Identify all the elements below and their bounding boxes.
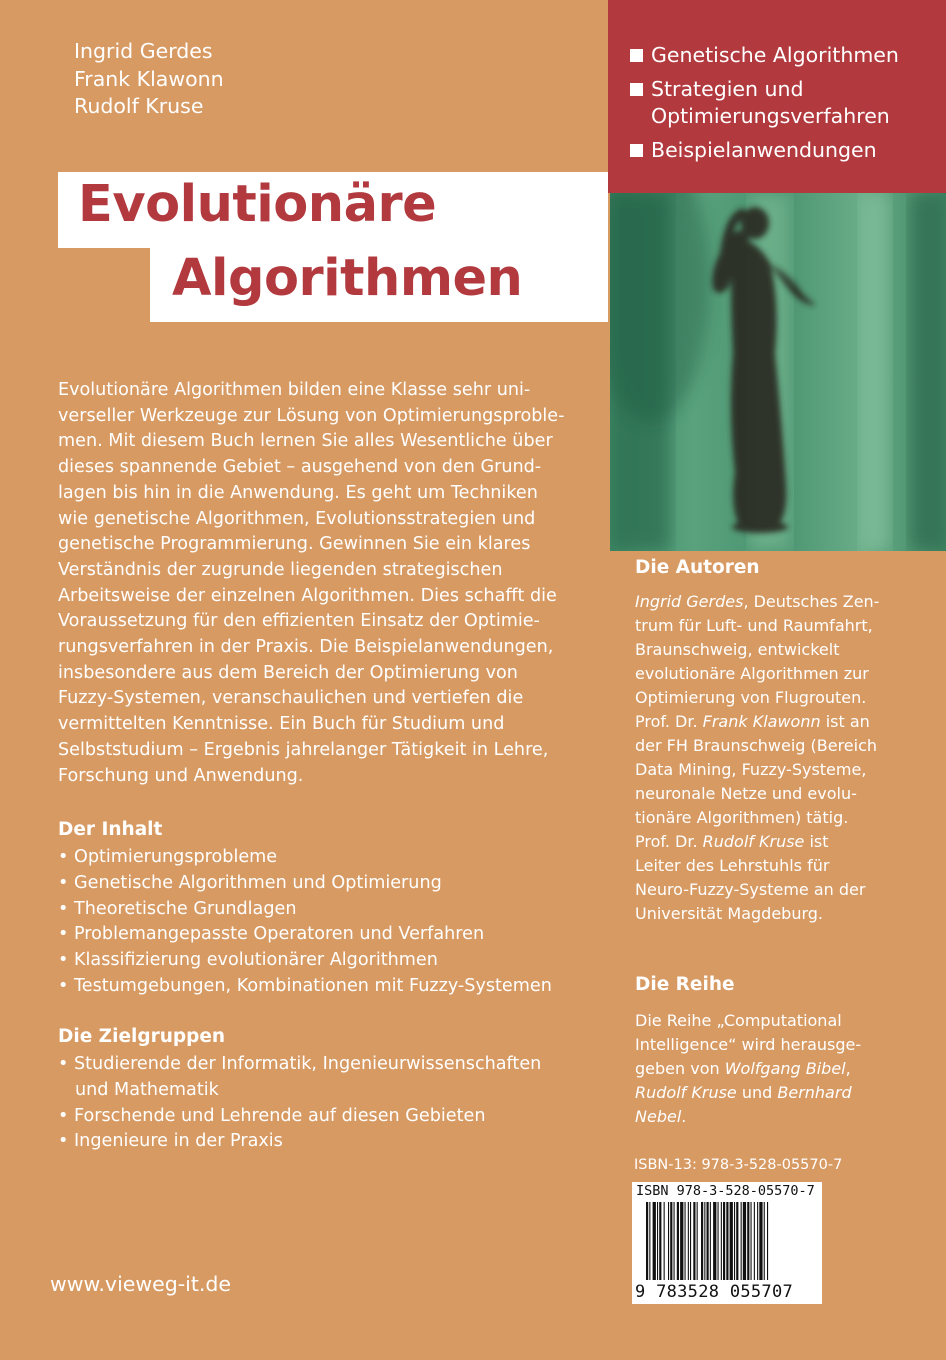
audience-heading: Die Zielgruppen [58,1026,226,1047]
series-heading: Die Reihe [635,974,735,995]
square-bullet-icon [630,49,643,62]
list-item: • Forschende und Lehrende auf diesen Gebieten [58,1105,486,1126]
about-authors [635,557,935,926]
cover-illustration [610,193,946,551]
text-line: dieses spannende Gebiet – ausgehend von den Grund- [58,457,542,478]
text-line: Arbeitsweise der einzelnen Algorithmen. Dies schafft die [58,585,557,606]
contents-heading: Der Inhalt [58,819,163,840]
singer-figure-image [610,193,946,551]
barcode [632,1182,822,1304]
text-line: Selbststudium – Ergebnis jahrelanger Tätigkeit in Lehre, [58,739,549,760]
audience-list [58,1052,541,1155]
author-name: Frank Klawonn [74,66,224,91]
text-line: wie genetische Algorithmen, Evolutionsstrategien und [58,508,536,529]
list-item: • Klassifizierung evolutionärer Algorithmen [58,950,438,971]
list-item: • Problemangepasste Operatoren und Verfahren [58,924,485,945]
authors-heading: Die Autoren [635,557,760,578]
feature-label: Strategien und Optimierungsverfahren [651,76,890,128]
feature-label: Beispielanwendungen [651,137,877,162]
text-line: rungsverfahren in der Praxis. Die Beispielanwendungen, [58,637,554,658]
isbn-label: ISBN-13: 978-3-528-05570-7 [634,1157,843,1173]
text-line: genetische Programmierung. Gewinnen Sie ein klares [58,534,531,555]
book-title: Algorithmen [172,249,523,308]
square-bullet-icon [630,144,643,157]
text-line: lagen bis hin in die Anwendung. Es geht um Techniken [58,482,538,503]
feature-list [630,42,899,170]
text-line: vermittelten Kenntnisse. Ein Buch für Studium und [58,714,505,735]
square-bullet-icon [630,83,643,96]
text-line: insbesondere aus dem Bereich der Optimierung von [58,662,518,683]
description-text [58,378,588,789]
publisher-website[interactable]: www.vieweg-it.de [50,1272,232,1296]
author-name: Rudolf Kruse [74,94,204,118]
text-line: Fuzzy-Systemen, veranschaulichen und vertiefen die [58,688,524,709]
contents-list [58,845,552,1000]
authors-text: Ingrid Gerdes, Deutsches Zen- trum für Luft- und Raumfahrt, Braunschweig, entwickelt evolutionäre Algorithmen zur Optimierung von Flugrouten. Prof. Dr. Frank Klawonn ist an der FH Braunschweig (Bereich Data Mining, Fuzzy-Systeme, neuronale Netze und evolu- tionäre Algorithmen) tätig. Prof. Dr. Rudolf Kruse ist Leiter des Lehrstuhls für Neuro-Fuzzy-Systeme an der Universität Magdeburg. [635,592,880,923]
feature-item [630,76,899,131]
text-line: Voraussetzung für den effizienten Einsatz der Optimie- [58,611,540,632]
feature-item [630,137,899,165]
list-item: • Genetische Algorithmen und Optimierung [58,872,442,893]
list-item: • Studierende der Informatik, Ingenieurwissenschaften [58,1054,542,1074]
list-item: und Mathematik [75,1079,219,1100]
feature-label: Genetische Algorithmen [651,43,899,67]
list-item: • Testumgebungen, Kombinationen mit Fuzzy-Systemen [58,975,552,996]
text-line: Evolutionäre Algorithmen bilden eine Klasse sehr uni- [58,380,531,400]
about-series [635,974,935,1129]
text-line: Forschung und Anwendung. [58,765,304,786]
book-title: Evolutionäre [78,175,437,234]
series-text: Die Reihe „Computational Intelligence“ wird herausge- geben von Wolfgang Bibel, Rudolf Kruse und Bernhard Nebel. [635,1011,862,1126]
text-line: verseller Werkzeuge zur Lösung von Optimierungsproble- [58,405,565,426]
list-item: • Ingenieure in der Praxis [58,1131,283,1152]
list-item: • Theoretische Grundlagen [58,898,297,919]
text-line: Verständnis der zugrunde liegenden strategischen [58,559,503,580]
text-line: men. Mit diesem Buch lernen Sie alles Wesentliche über [58,431,553,452]
list-item: • Optimierungsprobleme [58,847,278,867]
barcode-isbn-text: ISBN 978-3-528-05570-7 [636,1183,815,1199]
author-name: Ingrid Gerdes [74,39,213,63]
barcode-number: 9 783528 055707 [635,1282,794,1302]
author-list [74,38,224,121]
feature-item [630,42,899,70]
